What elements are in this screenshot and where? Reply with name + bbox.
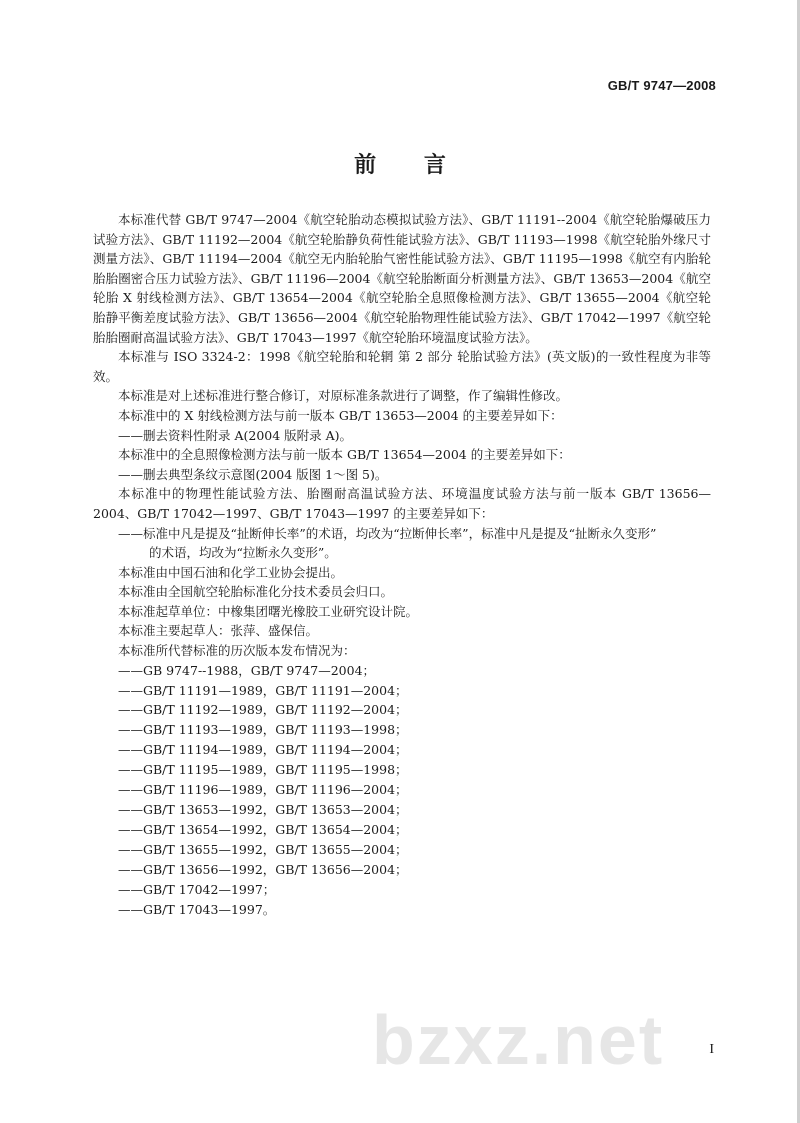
standard-code: GB/T 9747—2008 — [607, 78, 716, 93]
paragraph-xray-diff: 本标准中的 X 射线检测方法与前一版本 GB/T 13653—2004 的主要差异如下： — [118, 407, 563, 423]
list-item: ——GB/T 13653—1992，GB/T 13653—2004； — [118, 802, 408, 817]
paragraph-physical-diff: 本标准中的物理性能试验方法、胎圈耐高温试验方法、环境温度试验方法与前一版本 GB/T 13656—2004、GB/T 17042—1997、GB/T 17043—1997 的主要差异如下： — [93, 486, 711, 521]
paragraph-revision: 本标准是对上述标准进行整合修订，对原标准条款进行了调整，作了编辑性修改。 — [118, 388, 569, 404]
paragraph-history-intro: 本标准所代替标准的历次版本发布情况为： — [118, 643, 356, 659]
paragraph-consistency: 本标准与 ISO 3324-2：1998《航空轮胎和轮辋 第 2 部分 轮胎试验方法》(英文版)的一致性程度为非等效。 — [93, 349, 711, 384]
list-item: ——GB/T 11195—1989，GB/T 11195—1998； — [118, 762, 408, 778]
list-item: ——GB/T 13655—1992，GB/T 13655—2004； — [118, 841, 408, 857]
list-item-holography: ——删去典型条纹示意图(2004 版图 1～图 5)。 — [118, 466, 388, 482]
list-item: ——GB/T 13654—1992，GB/T 13654—2004； — [118, 821, 408, 837]
list-item: ——GB/T 11191—1989，GB/T 11191—2004； — [118, 682, 408, 698]
list-item-terms: ——标准中凡是提及“扯断伸长率”的术语，均改为“拉断伸长率”，标准中凡是提及“扯断永久变形” — [118, 525, 657, 541]
list-item: ——GB/T 11194—1989，GB/T 11194—2004； — [118, 742, 408, 758]
list-item: ——GB/T 17042—1997； — [118, 881, 276, 897]
paragraph-drafters: 本标准主要起草人：张萍、盛保信。 — [118, 623, 319, 639]
watermark: bzxz.net — [372, 1001, 665, 1079]
paragraph-proposer: 本标准由中国石油和化学工业协会提出。 — [118, 564, 344, 580]
paragraph-replaces: 本标准代替 GB/T 9747—2004《航空轮胎动态模拟试验方法》、GB/T 11191--2004《航空轮胎爆破压力试验方法》、GB/T 11192—2004《航空轮胎静负荷性能试验方法》、GB/T 11193—1998《航空轮胎外缘尺寸测量方法》、GB/T 11194—2004《航空无内胎轮胎气密性能试验方法》、GB/T 11195—1998《航空有内胎轮胎胎圈密合压力试验方法》、GB/T 11196—2004《航空轮胎断面分析测量方法》、GB/T 13653—2004《航空轮胎 X 射线检测方法》、GB/T 13654—2004《航空轮胎全息照像检测方法》、GB/T 13655—2004《航空轮胎静平衡差度试验方法》、GB/T 13656—2004《航空轮胎物理性能试验方法》、GB/T 17042—1997《航空轮胎胎圈耐高温试验方法》、GB/T 17043—1997《航空轮胎环境温度试验方法》。 — [93, 212, 711, 345]
paragraph-committee: 本标准由全国航空轮胎标准化分技术委员会归口。 — [118, 584, 394, 600]
list-item: ——GB/T 11193—1989，GB/T 11193—1998； — [118, 722, 408, 738]
list-item-terms-cont: 的术语，均改为“拉断永久变形”。 — [149, 545, 337, 561]
list-item: ——GB/T 11192—1989，GB/T 11192—2004； — [118, 702, 408, 718]
page-title: 前 言 — [354, 152, 466, 178]
list-item: ——GB/T 13656—1992，GB/T 13656—2004； — [118, 861, 408, 877]
history-list — [93, 661, 711, 920]
foreword-body — [93, 210, 711, 919]
paragraph-holography-diff: 本标准中的全息照像检测方法与前一版本 GB/T 13654—2004 的主要差异如下： — [118, 447, 571, 463]
list-item: ——GB 9747--1988，GB/T 9747—2004； — [118, 662, 376, 678]
paragraph-drafting-unit: 本标准起草单位：中橡集团曙光橡胶工业研究设计院。 — [118, 603, 419, 619]
list-item: ——GB/T 11196—1989，GB/T 11196—2004； — [118, 782, 408, 798]
page-number: I — [709, 1042, 714, 1057]
list-item: ——GB/T 17043—1997。 — [118, 901, 276, 917]
list-item-xray: ——删去资料性附录 A(2004 版附录 A)。 — [118, 427, 353, 443]
